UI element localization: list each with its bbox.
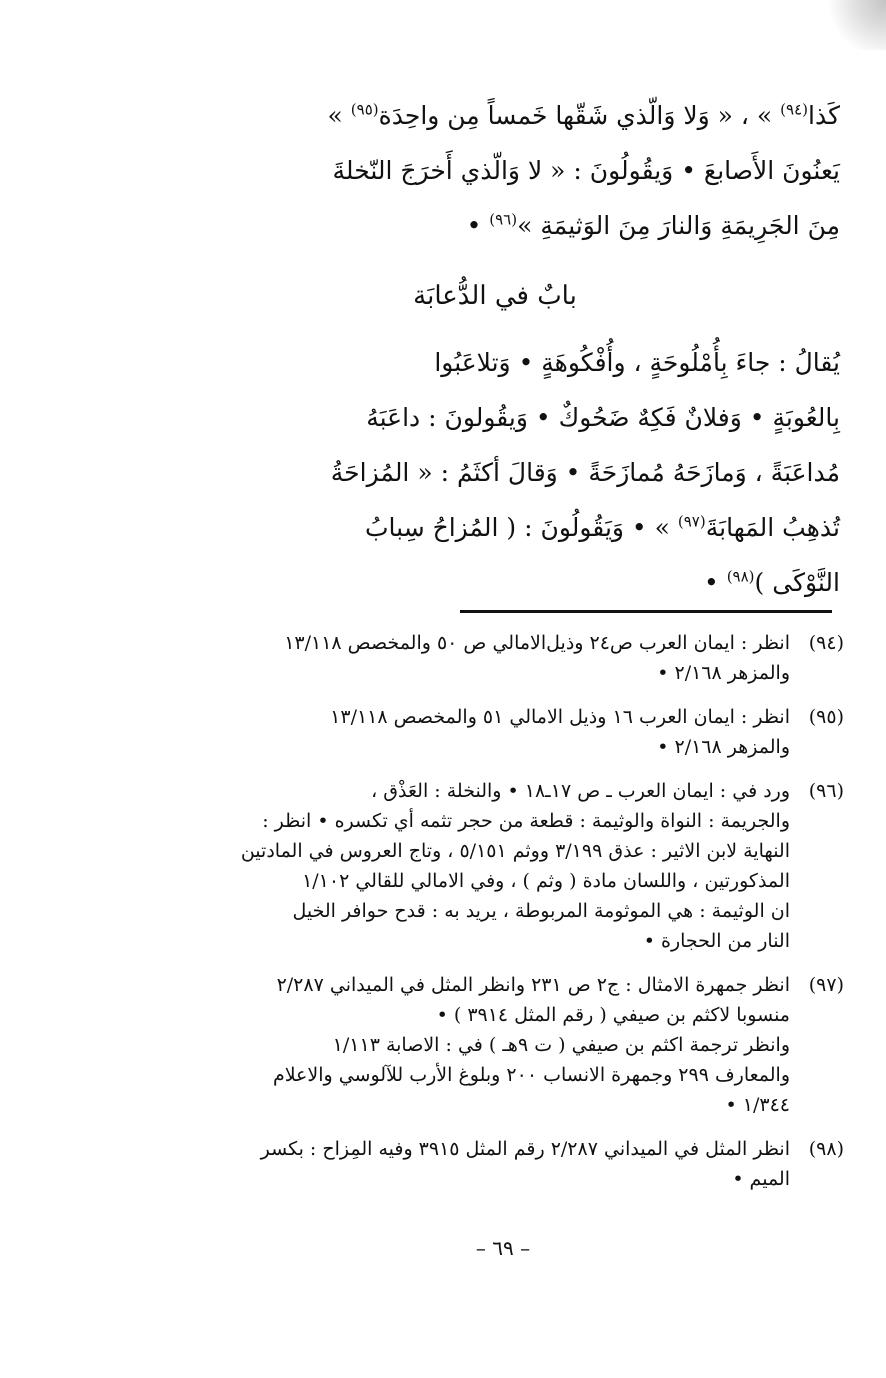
footnote-ref[interactable]: (٩٧) (677, 512, 706, 531)
text-fragment: • (703, 568, 719, 597)
text-line: مُداعَبَةً ، وَمازَحَهُ مُمازَحَةً • وَقالَ أكثَمُ : « المُزاحَةُ (330, 458, 840, 487)
footnote-line: ١/٣٤٤ • (725, 1094, 790, 1116)
footnote-number: (٩٤) (808, 632, 844, 654)
text-line (150, 88, 840, 143)
text-fragment: » ، « وَلا وَالّذي شَقّها خَمساً مِن واحِدَة (378, 101, 773, 130)
footnote-line: الميم • (732, 1168, 790, 1190)
footnote-line: انظر المثل في الميداني ٢/٢٨٧ رقم المثل ٣٩١٥ وفيه المِزاح : بكسر (260, 1138, 790, 1160)
footnote-text (192, 702, 790, 762)
footnote-item (192, 628, 844, 688)
paragraph-oaths (150, 88, 840, 253)
footnote-item (192, 702, 844, 762)
footnote-divider (460, 610, 832, 613)
footnote-line: والمزهر ٢/١٦٨ • (657, 736, 790, 758)
page-number: – ٦٩ – (475, 1236, 531, 1260)
footnote-line: انظر جمهرة الامثال : ج٢ ص ٢٣١ وانظر المثل في الميداني ٢/٢٨٧ (276, 974, 790, 996)
footnote-line: ان الوثيمة : هي الموثومة المربوطة ، يريد به : قدح حوافر الخيل (292, 900, 790, 922)
footnote-number: (٩٨) (808, 1138, 844, 1160)
footnote-number: (٩٧) (808, 974, 844, 996)
text-fragment: النَّوْكَى ) (754, 568, 840, 597)
footnote-number: (٩٥) (808, 706, 844, 728)
footnote-line: المذكورتين ، واللسان مادة ( وثم ) ، وفي الامالي للقالي ١/١٠٢ (302, 870, 790, 892)
paragraph-joking (150, 335, 840, 610)
footnote-line: والمعارف ٢٩٩ وجمهرة الانساب ٢٠٠ وبلوغ الأرب للآلوسي والاعلام (272, 1064, 790, 1086)
footnote-item (192, 970, 844, 1120)
text-line (150, 555, 840, 610)
text-fragment: تُذهِبُ المَهابَةَ (705, 513, 840, 542)
section-heading: بابٌ في الدُّعابَة (413, 281, 577, 311)
text-line: يُقالُ : جاءَ بِأُمْلُوحَةٍ ، وأُفْكُوهَةٍ • وَتلاعَبُوا (434, 348, 840, 377)
footnotes (192, 628, 844, 1208)
footnote-item (192, 1134, 844, 1194)
text-fragment: » (327, 101, 343, 130)
footnote-ref[interactable]: (٩٨) (726, 567, 755, 586)
footnote-line: والجريمة : النواة والوثيمة : قطعة من حجر تثمه أي تكسره • انظر : (262, 810, 790, 832)
text-line: يَعنُونَ الأَصابعَ • وَيقُولُونَ : « لا وَالّذي أَخرَجَ النّخلةَ (332, 156, 840, 185)
footnote-line: النهاية لابن الاثير : عذق ٣/١٩٩ ووثم ٥/١٥١ ، وتاج العروس في المادتين (240, 840, 790, 862)
text-fragment: كَذا (808, 101, 840, 130)
footnote-ref[interactable]: (٩٦) (489, 210, 518, 229)
footnote-line: والمزهر ٢/١٦٨ • (657, 662, 790, 684)
footnote-text (192, 776, 790, 956)
scan-corner-shadow (826, 0, 886, 50)
footnote-line: انظر : ايمان العرب ص٢٤ وذيل‌الامالي ص ٥٠ والمخصص ١٣/١١٨ (284, 632, 790, 654)
main-text (150, 88, 840, 614)
footnote-ref[interactable]: (٩٥) (350, 100, 379, 119)
text-fragment: » • وَيَقُولُونَ : ( المُزاحُ سِبابُ (365, 513, 670, 542)
text-fragment: مِنَ الجَرِيمَةِ وَالنارَ مِنَ الوَثيمَةِ » (517, 211, 840, 240)
footnote-item (192, 776, 844, 956)
footnote-line: منسوبا لاكثم بن صيفي ( رقم المثل ٣٩١٤ ) • (436, 1004, 790, 1026)
footnote-text (192, 970, 790, 1120)
footnote-ref[interactable]: (٩٤) (780, 100, 809, 119)
text-line (150, 198, 840, 253)
footnote-line: انظر : ايمان العرب ١٦ وذيل الامالي ٥١ والمخصص ١٣/١١٨ (330, 706, 790, 728)
footnote-text (192, 1134, 790, 1194)
footnote-line: النار من الحجارة • (643, 930, 790, 952)
footnote-number: (٩٦) (808, 780, 844, 802)
text-line: بِالعُوبَةٍ • وَفلانٌ فَكِهٌ ضَحُوكٌ • وَيقُولونَ : داعَبَهُ (366, 403, 840, 432)
text-line (150, 500, 840, 555)
text-fragment: • (466, 211, 482, 240)
footnote-text (192, 628, 790, 688)
footnote-line: ورد في : ايمان العرب ـ ص ١٧ـ١٨ • والنخلة : العَذْق ، (371, 780, 790, 802)
footnote-line: وانظر ترجمة اكثم بن صيفي ( ت ٩هـ ) في : الاصابة ١/١١٣ (332, 1034, 790, 1056)
